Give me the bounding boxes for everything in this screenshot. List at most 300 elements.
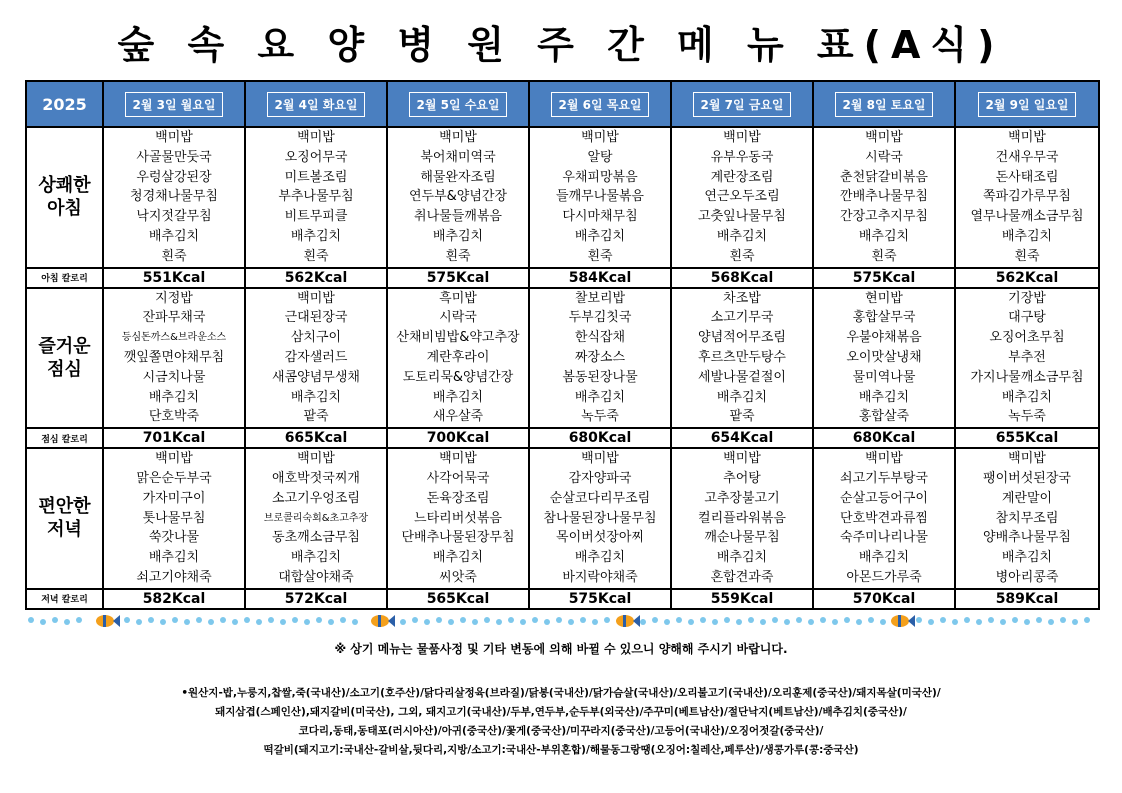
bubble-icon (760, 619, 766, 625)
menu-cell (671, 448, 813, 589)
menu-item: 간장고추지무침 (840, 209, 928, 225)
menu-item: 배추김치 (858, 550, 910, 566)
menu-item: 쇠고기두부탕국 (840, 470, 928, 486)
calorie-value: 582Kcal (103, 589, 245, 609)
menu-item: 기장밥 (1008, 290, 1046, 306)
header-row (26, 81, 1099, 127)
calorie-value: 654Kcal (671, 428, 813, 448)
bubble-icon (1012, 617, 1018, 623)
menu-item: 시락국 (865, 149, 903, 165)
menu-item: 차조밥 (723, 290, 761, 306)
lunch-calorie-label: 점심 칼로리 (26, 428, 103, 448)
menu-item: 삼치구이 (290, 330, 342, 346)
menu-item: 병아리콩죽 (995, 569, 1059, 585)
menu-cell (671, 288, 813, 429)
bubble-icon (532, 617, 538, 623)
menu-cell (529, 127, 671, 268)
bubble-icon (700, 617, 706, 623)
bubble-icon (496, 619, 502, 625)
bubble-icon (964, 617, 970, 623)
menu-item: 단호박견과류찜 (840, 510, 928, 526)
bubble-icon (712, 619, 718, 625)
bubble-icon (448, 619, 454, 625)
menu-cell (103, 127, 245, 268)
menu-item: 흰죽 (871, 248, 897, 264)
calorie-value: 575Kcal (387, 268, 529, 288)
calorie-value: 551Kcal (103, 268, 245, 288)
menu-item: 배추김치 (716, 389, 768, 405)
bubble-icon (520, 619, 526, 625)
menu-item: 단배추나물된장무침 (401, 530, 515, 546)
menu-item: 녹두죽 (1008, 409, 1046, 425)
menu-item: 부추전 (1008, 349, 1046, 365)
bubble-icon (136, 619, 142, 625)
origin-line: 코다리,동태,동태포(러시아산)/아귀(중국산)/꽃게(중국산)/미꾸라지(중국산)/고등어(국내산)/오징어젓갈(중국산)/ (298, 725, 824, 737)
menu-item: 낙지젓갈무침 (136, 209, 212, 225)
bubble-icon (340, 617, 346, 623)
menu-cell (387, 448, 529, 589)
menu-item: 감자샐러드 (284, 349, 348, 365)
menu-item: 깨순나물무침 (704, 530, 780, 546)
bubble-icon (604, 617, 610, 623)
menu-item: 흰죽 (303, 248, 329, 264)
bubble-icon (784, 619, 790, 625)
menu-item: 근대된장국 (284, 310, 348, 326)
menu-item: 백미밥 (1008, 451, 1046, 467)
bubble-icon (292, 617, 298, 623)
menu-item: 백미밥 (723, 451, 761, 467)
menu-item: 청경채나물무침 (130, 189, 218, 205)
menu-item: 돈사태조림 (995, 169, 1059, 185)
breakfast-calorie-label: 아침 칼로리 (26, 268, 103, 288)
menu-cell (103, 448, 245, 589)
menu-cell (813, 288, 955, 429)
origin-info (30, 684, 1092, 760)
menu-item: 돈육장조림 (426, 490, 490, 506)
fish-icon (96, 615, 120, 627)
menu-item: 등심돈까스&브라운소스 (121, 332, 227, 344)
menu-item: 백미밥 (1008, 130, 1046, 145)
menu-item: 해물완자조림 (420, 169, 496, 185)
bubble-icon (928, 619, 934, 625)
menu-item: 연근오두조림 (704, 189, 780, 205)
bubble-icon (688, 619, 694, 625)
menu-item: 백미밥 (581, 451, 619, 467)
menu-item: 쑥갓나물 (148, 530, 200, 546)
menu-item: 배추김치 (290, 550, 342, 566)
bubble-icon (412, 617, 418, 623)
bubble-icon (1000, 619, 1006, 625)
menu-item: 백미밥 (297, 130, 335, 145)
day-header: 2월 6일 목요일 (529, 81, 671, 127)
calorie-value: 680Kcal (529, 428, 671, 448)
weekly-menu-table (25, 80, 1100, 610)
menu-item: 새우살죽 (432, 409, 484, 425)
bubble-icon (832, 619, 838, 625)
day-header: 2월 3일 월요일 (103, 81, 245, 127)
menu-item: 오이맛살냉채 (846, 349, 922, 365)
calorie-value: 570Kcal (813, 589, 955, 609)
calorie-value: 701Kcal (103, 428, 245, 448)
bubble-icon (316, 617, 322, 623)
menu-item: 흰죽 (161, 248, 187, 264)
menu-item: 오징어무국 (284, 149, 348, 165)
menu-item: 도토리묵&양념간장 (402, 369, 514, 385)
menu-item: 느타리버섯볶음 (414, 510, 502, 526)
menu-item: 사골물만둣국 (136, 149, 212, 165)
calorie-value: 572Kcal (245, 589, 387, 609)
menu-item: 오징어초무침 (989, 330, 1065, 346)
menu-item: 애호박젓국찌개 (272, 470, 360, 486)
bubble-icon (460, 617, 466, 623)
menu-item: 봄동된장나물 (562, 369, 638, 385)
breakfast-row (26, 127, 1099, 268)
menu-item: 숙주미나리나물 (840, 530, 928, 546)
menu-item: 혼합견과죽 (710, 569, 774, 585)
calorie-value: 559Kcal (671, 589, 813, 609)
year-header: 2025 (26, 81, 103, 127)
menu-item: 깻잎쫄면야채무침 (123, 349, 225, 365)
bubble-icon (208, 619, 214, 625)
menu-cell (245, 448, 387, 589)
menu-item: 배추김치 (1001, 389, 1053, 405)
menu-item: 후르츠만두탕수 (698, 349, 786, 365)
bubble-icon (580, 617, 586, 623)
menu-item: 알탕 (587, 149, 613, 165)
menu-item: 순살코다리무조림 (549, 490, 651, 506)
menu-item: 깐배추나물무침 (840, 189, 928, 205)
calorie-value: 700Kcal (387, 428, 529, 448)
menu-item: 춘천닭갈비볶음 (840, 169, 928, 185)
menu-item: 맑은순두부국 (136, 470, 212, 486)
menu-item: 팽이버섯된장국 (983, 470, 1071, 486)
menu-item: 백미밥 (865, 451, 903, 467)
calorie-value: 565Kcal (387, 589, 529, 609)
menu-item: 배추김치 (716, 550, 768, 566)
menu-cell (529, 448, 671, 589)
menu-item: 톳나물무침 (142, 510, 206, 526)
bubble-icon (916, 617, 922, 623)
menu-item: 사각어묵국 (426, 470, 490, 486)
menu-item: 흰죽 (445, 248, 471, 264)
menu-item: 대합살야채죽 (278, 569, 354, 585)
menu-item: 소고기우엉조림 (272, 490, 360, 506)
menu-item: 배추김치 (574, 550, 626, 566)
menu-item: 백미밥 (723, 130, 761, 145)
day-header: 2월 5일 수요일 (387, 81, 529, 127)
menu-cell (955, 448, 1099, 589)
calorie-value: 589Kcal (955, 589, 1099, 609)
calorie-value: 655Kcal (955, 428, 1099, 448)
bubble-icon (976, 619, 982, 625)
bubble-icon (196, 617, 202, 623)
menu-item: 산채비빔밥&약고추장 (396, 330, 520, 346)
bubble-icon (256, 619, 262, 625)
menu-cell (813, 127, 955, 268)
origin-line: 떡갈비(돼지고기:국내산-갈비살,뒷다리,지방/소고기:국내산-부위혼합)/해물동그랑땡(오징어:칠레산,페루산)/생콩가루(콩:중국산) (263, 744, 859, 756)
menu-item: 백미밥 (155, 130, 193, 145)
menu-item: 목이버섯장아찌 (556, 530, 644, 546)
menu-item: 시금치나물 (142, 369, 206, 385)
menu-item: 백미밥 (297, 451, 335, 467)
day-header: 2월 4일 화요일 (245, 81, 387, 127)
dinner-row (26, 448, 1099, 589)
bubble-icon (184, 619, 190, 625)
menu-item: 다시마채무침 (562, 209, 638, 225)
menu-item: 감자양파국 (568, 470, 632, 486)
bubble-fish-decoration (25, 614, 1098, 628)
fish-icon (891, 615, 915, 627)
calorie-value: 568Kcal (671, 268, 813, 288)
bubble-icon (232, 619, 238, 625)
menu-item: 흰죽 (1014, 248, 1040, 264)
fish-icon (371, 615, 395, 627)
menu-item: 찰보리밥 (574, 290, 626, 306)
calorie-value: 562Kcal (955, 268, 1099, 288)
bubble-icon (808, 619, 814, 625)
origin-line: 돼지삼겹(스페인산),돼지갈비(미국산), 그외, 돼지고기(국내산)/두부,연두부,순두부(외국산)/주꾸미(베트남산)/절단낙지(베트남산)/배추김치(중국산)/ (215, 706, 907, 718)
menu-cell (245, 127, 387, 268)
lunch-label: 즐거운 점심 (26, 288, 103, 429)
bubble-icon (844, 617, 850, 623)
menu-item: 소고기무국 (710, 310, 774, 326)
breakfast-label: 상쾌한 아침 (26, 127, 103, 268)
bubble-icon (664, 619, 670, 625)
menu-item: 새콤양념무생채 (272, 369, 360, 385)
lunch-calorie-row (26, 428, 1099, 448)
menu-item: 가지나물깨소금무침 (970, 369, 1084, 385)
menu-cell (387, 288, 529, 429)
bubble-icon (820, 617, 826, 623)
bubble-icon (940, 617, 946, 623)
menu-item: 시락국 (439, 310, 477, 326)
menu-item: 연두부&양념간장 (408, 189, 508, 205)
menu-item: 건새우무국 (995, 149, 1059, 165)
dinner-calorie-label: 저녁 칼로리 (26, 589, 103, 609)
bubble-icon (64, 619, 70, 625)
bubble-icon (304, 619, 310, 625)
bubble-icon (640, 619, 646, 625)
bubble-icon (28, 617, 34, 623)
calorie-value: 575Kcal (529, 589, 671, 609)
bubble-icon (724, 617, 730, 623)
bubble-icon (856, 619, 862, 625)
menu-item: 홍합살무국 (852, 310, 916, 326)
menu-item: 대구탕 (1008, 310, 1046, 326)
bubble-icon (1036, 617, 1042, 623)
day-header: 2월 8일 토요일 (813, 81, 955, 127)
bubble-icon (160, 619, 166, 625)
menu-item: 백미밥 (581, 130, 619, 145)
bubble-icon (52, 617, 58, 623)
bubble-icon (988, 617, 994, 623)
bubble-icon (1084, 617, 1090, 623)
bubble-icon (400, 619, 406, 625)
bubble-icon (652, 617, 658, 623)
menu-cell (245, 288, 387, 429)
menu-item: 물미역나물 (852, 369, 916, 385)
menu-item: 녹두죽 (581, 409, 619, 425)
menu-item: 유부우동국 (710, 149, 774, 165)
origin-line: •원산지-밥,누룽지,찹쌀,죽(국내산)/소고기(호주산)/닭다리살정육(브라질)/닭봉(국내산)/닭가슴살(국내산)/오리불고기(국내산)/오리훈제(중국산)/돼지목살(미국산)/ (181, 687, 941, 699)
menu-item: 한식잡채 (574, 330, 626, 346)
menu-item: 추어탕 (723, 470, 761, 486)
menu-item: 컬리플라워볶음 (698, 510, 786, 526)
menu-item: 비트무피클 (284, 209, 348, 225)
bubble-icon (436, 617, 442, 623)
bubble-icon (124, 617, 130, 623)
menu-item: 배추김치 (432, 389, 484, 405)
breakfast-calorie-row (26, 268, 1099, 288)
bubble-icon (352, 619, 358, 625)
menu-item: 미트볼조림 (284, 169, 348, 185)
menu-item: 흑미밥 (439, 290, 477, 306)
menu-item: 계란말이 (1001, 490, 1053, 506)
menu-item: 배추김치 (290, 228, 342, 244)
bubble-icon (424, 619, 430, 625)
menu-item: 아몬드가루죽 (846, 569, 922, 585)
menu-item: 배추김치 (1001, 228, 1053, 244)
bubble-icon (1072, 619, 1078, 625)
menu-item: 백미밥 (865, 130, 903, 145)
bubble-icon (472, 619, 478, 625)
menu-cell (671, 127, 813, 268)
bubble-icon (1060, 617, 1066, 623)
bubble-icon (748, 617, 754, 623)
bubble-icon (244, 617, 250, 623)
menu-item: 계란후라이 (426, 349, 490, 365)
bubble-icon (484, 617, 490, 623)
menu-item: 가자미구이 (142, 490, 206, 506)
menu-item: 참나물된장나물무침 (543, 510, 657, 526)
bubble-icon (544, 619, 550, 625)
bubble-icon (676, 617, 682, 623)
menu-item: 배추김치 (432, 550, 484, 566)
calorie-value: 562Kcal (245, 268, 387, 288)
menu-item: 배추김치 (148, 389, 200, 405)
day-header: 2월 9일 일요일 (955, 81, 1099, 127)
notice-text: ※ 상기 메뉴는 물품사정 및 기타 변동에 의해 바뀔 수 있으니 양해해 주시기 바랍니다. (334, 642, 788, 656)
calorie-value: 680Kcal (813, 428, 955, 448)
menu-item: 배추김치 (148, 228, 200, 244)
menu-item: 백미밥 (297, 290, 335, 306)
menu-item: 양배추나물무침 (983, 530, 1071, 546)
menu-item: 배추김치 (148, 550, 200, 566)
menu-item: 흰죽 (587, 248, 613, 264)
bubble-icon (568, 619, 574, 625)
menu-item: 고추장불고기 (704, 490, 780, 506)
menu-item: 들깨무나물볶음 (556, 189, 644, 205)
bubble-icon (772, 617, 778, 623)
menu-item: 참치무조림 (995, 510, 1059, 526)
menu-item: 팥죽 (303, 409, 329, 425)
menu-item: 순살고등어구이 (840, 490, 928, 506)
calorie-value: 665Kcal (245, 428, 387, 448)
menu-item: 홍합살죽 (858, 409, 910, 425)
bubble-icon (592, 619, 598, 625)
menu-item: 배추김치 (290, 389, 342, 405)
menu-cell (529, 288, 671, 429)
bubble-icon (172, 617, 178, 623)
menu-cell (955, 288, 1099, 429)
bubble-icon (40, 619, 46, 625)
bubble-icon (1048, 619, 1054, 625)
menu-item: 지정밥 (155, 290, 193, 306)
menu-item: 배추김치 (574, 228, 626, 244)
menu-item: 우채피망볶음 (562, 169, 638, 185)
dinner-calorie-row (26, 589, 1099, 609)
calorie-value: 584Kcal (529, 268, 671, 288)
menu-item: 배추김치 (1001, 550, 1053, 566)
menu-item: 짜장소스 (574, 349, 626, 365)
menu-item: 배추김치 (858, 228, 910, 244)
bubble-icon (220, 617, 226, 623)
bubble-icon (1024, 619, 1030, 625)
bubble-icon (796, 617, 802, 623)
bubble-icon (280, 619, 286, 625)
menu-item: 쪽파김가루무침 (983, 189, 1071, 205)
menu-item: 동초깨소금무침 (272, 530, 360, 546)
menu-cell (387, 127, 529, 268)
day-header: 2월 7일 금요일 (671, 81, 813, 127)
menu-item: 부추나물무침 (278, 189, 354, 205)
menu-item: 우불야채볶음 (846, 330, 922, 346)
menu-item: 바지락야채죽 (562, 569, 638, 585)
bubble-icon (268, 617, 274, 623)
menu-item: 배추김치 (858, 389, 910, 405)
bubble-icon (508, 617, 514, 623)
menu-item: 북어채미역국 (420, 149, 496, 165)
menu-item: 씨앗죽 (439, 569, 477, 585)
menu-item: 양념적어무조림 (698, 330, 786, 346)
menu-item: 배추김치 (574, 389, 626, 405)
menu-item: 배추김치 (716, 228, 768, 244)
menu-item: 두부김칫국 (568, 310, 632, 326)
dinner-label: 편안한 저녁 (26, 448, 103, 589)
menu-item: 열무나물깨소금무침 (970, 209, 1084, 225)
menu-item: 백미밥 (439, 130, 477, 145)
menu-cell (955, 127, 1099, 268)
menu-item: 백미밥 (439, 451, 477, 467)
fish-icon (616, 615, 640, 627)
bubble-icon (952, 619, 958, 625)
bubble-icon (868, 617, 874, 623)
menu-item: 단호박죽 (148, 409, 200, 425)
bubble-icon (736, 619, 742, 625)
bubble-icon (556, 617, 562, 623)
menu-cell (813, 448, 955, 589)
menu-item: 고춧잎나물무침 (698, 209, 786, 225)
calorie-value: 575Kcal (813, 268, 955, 288)
menu-item: 배추김치 (432, 228, 484, 244)
bubble-icon (880, 619, 886, 625)
bubble-icon (148, 617, 154, 623)
menu-item: 팥죽 (729, 409, 755, 425)
page-title: 숲 속 요 양 병 원 주 간 메 뉴 표(A식) (117, 23, 1005, 67)
menu-cell (103, 288, 245, 429)
menu-item: 계란장조림 (710, 169, 774, 185)
menu-item: 현미밥 (865, 290, 903, 306)
menu-item: 백미밥 (155, 451, 193, 467)
bubble-icon (328, 619, 334, 625)
menu-item: 세발나물겉절이 (698, 369, 786, 385)
menu-item: 흰죽 (729, 248, 755, 264)
lunch-row (26, 288, 1099, 429)
menu-item: 브로콜리숙회&초고추장 (263, 512, 369, 524)
menu-item: 쇠고기야채죽 (136, 569, 212, 585)
menu-item: 잔파무채국 (142, 310, 206, 326)
menu-item: 우렁살강된장 (136, 169, 212, 185)
